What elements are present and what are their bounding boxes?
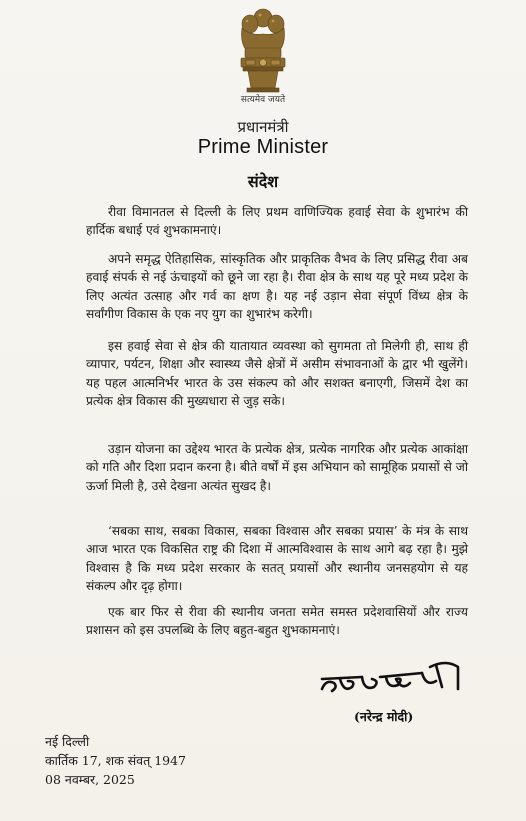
paragraph-5: ‘सबका साथ, सबका विकास, सबका विश्वास और सबका प्रयास’ के मंत्र के साथ आज भारत एक विकसित राष्ट्र की दिशा में आत्मविश्वास के साथ आगे बढ़ रहा है। मुझे विश्वास है कि मध्य प्रदेश सरकार के सतत् प्रयासों और स्थानीय जनसहयोग से यह संकल्प और दृढ़ होगा। — [86, 524, 468, 594]
place: नई दिल्ली — [45, 734, 90, 749]
date-gregorian: 08 नवम्बर, 2025 — [45, 772, 135, 787]
paragraph-2: अपने समृद्ध ऐतिहासिक, सांस्कृतिक और प्राकृतिक वैभव के लिए प्रसिद्ध रीवा अब हवाई संपर्क से नई ऊंचाइयों को छूने जा रहा है। रीवा क्षेत्र के साथ यह पूरे मध्य प्रदेश के लिए अत्यंत उत्साह और गर्व का क्षण है। यह नई उड़ान सेवा संपूर्ण विंध्य क्षेत्र के सर्वांगीण विकास के एक नए युग का शुभारंभ करेगी। — [86, 252, 468, 322]
date-saka: कार्तिक 17, शक संवत् 1947 — [45, 753, 187, 768]
signatory-name: (नरेन्द्र मोदी) — [354, 709, 414, 724]
paragraph-6: एक बार फिर से रीवा की स्थानीय जनता समेत समस्त प्रदेशवासियों और राज्य प्रशासन को इस उपलब्धि के लिए बहुत-बहुत शुभकामनाएं। — [86, 605, 468, 638]
ashoka-emblem-icon — [232, 6, 294, 96]
message-heading: संदेश — [247, 172, 279, 191]
paragraph-1: रीवा विमानतल से दिल्ली के लिए प्रथम वाणिज्यिक हवाई सेवा के शुभारंभ की हार्दिक बधाई एवं शुभकामनाएं। — [86, 205, 468, 238]
paragraph-4: उड़ान योजना का उद्देश्य भारत के प्रत्येक क्षेत्र, प्रत्येक नागरिक और प्रत्येक आकांक्षा को गति और दिशा प्रदान करना है। बीते वर्षों में इस अभियान को सामूहिक प्रयासों से जो ऊर्जा मिली है, उसे देखना अत्यंत सुखद है। — [86, 442, 468, 493]
paragraph-3: इस हवाई सेवा से क्षेत्र की यातायात व्यवस्था को सुगमता तो मिलेगी ही, साथ ही व्यापार, पर्यटन, शिक्षा और स्वास्थ्य जैसे क्षेत्रों में असीम संभावनाओं के द्वार भी खुलेंगे। यह पहल आत्मनिर्भर भारत के उस संकल्प को और सशक्त बनाएगी, जिसमें देश का प्रत्येक क्षेत्र विकास की मुख्यधारा से जुड़ सके। — [86, 339, 468, 409]
office-title-hindi: प्रधानमंत्री — [237, 118, 289, 136]
office-title-english: Prime Minister — [197, 136, 329, 158]
motto: सत्यमेव जयते — [240, 95, 286, 105]
handwritten-signature — [318, 657, 464, 701]
